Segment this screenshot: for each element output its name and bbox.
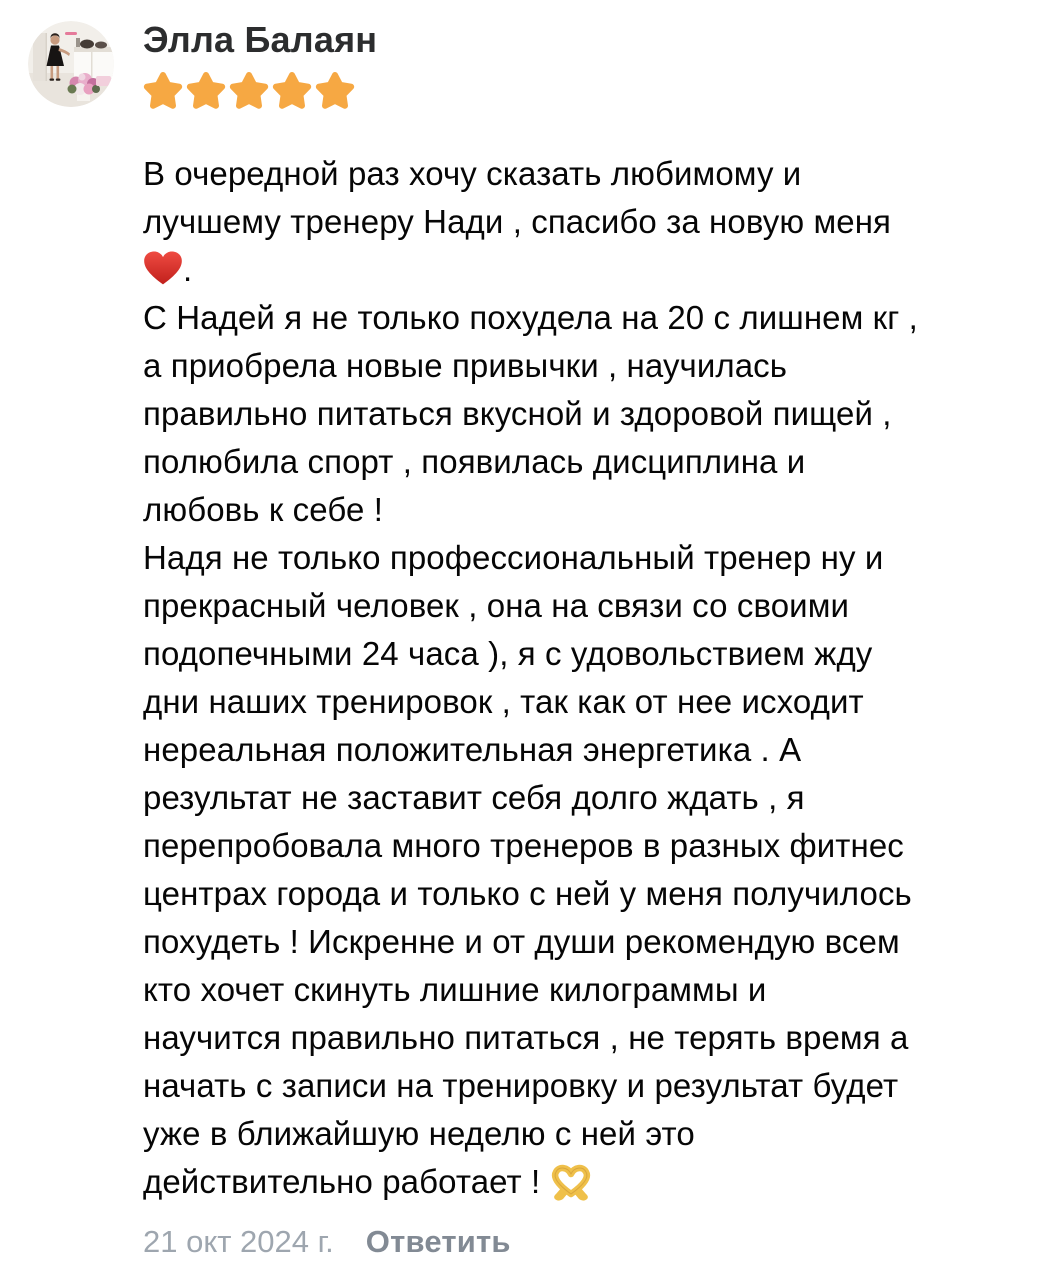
review-text-line: любовь к себе ! [143,491,383,528]
review-footer [143,1222,1021,1262]
review-text-line: В очередной раз хочу сказать любимому и [143,155,802,192]
red-heart-icon [143,250,183,287]
review-date: 21 окт 2024 г. [143,1224,334,1259]
star-icon [229,71,269,113]
review-text-line: кто хочет скинуть лишние килограммы и [143,971,767,1008]
review-text-line: прекрасный человек , она на связи со своими [143,587,850,624]
star-icon [143,71,183,113]
review-text-line [143,246,1021,294]
review-content [143,0,1021,1262]
review-text-line: уже в ближайшую неделю с ней это [143,1115,695,1152]
author-name[interactable]: Элла Балаян [143,19,378,60]
review-text-line: лучшему тренеру Нади , спасибо за новую меня [143,203,891,240]
review-text-line [143,1158,1021,1206]
avatar[interactable] [28,21,114,107]
review-text-line: дни наших тренировок , так как от нее исходит [143,683,864,720]
avatar-photo [28,21,114,107]
review-text-fragment: . [183,251,193,288]
review-text-line: похудеть ! Искренне и от души рекомендую всем [143,923,900,960]
star-icon [272,71,312,113]
review-text-line: центрах города и только с ней у меня получилось [143,875,912,912]
review-text-line: С Надей я не только похудела на 20 с лишнем кг , [143,299,918,336]
review-text-line: Надя не только профессиональный тренер ну и [143,539,884,576]
review-text-line: нереальная положительная энергетика . А [143,731,802,768]
star-rating [143,71,1021,113]
review-text-line: перепробовала много тренеров в разных фитнес [143,827,904,864]
star-icon [186,71,226,113]
review-text-line: подопечными 24 часа ), я с удовольствием жду [143,635,873,672]
review-text-line: результат не заставит себя долго ждать , я [143,779,805,816]
review-text [143,150,1021,1206]
star-icon [315,71,355,113]
review-text-line: правильно питаться вкусной и здоровой пищей , [143,395,892,432]
review-text-line: начать с записи на тренировку и результат будет [143,1067,899,1104]
reply-button[interactable]: Ответить [365,1224,511,1259]
heart-hands-icon [550,1163,592,1201]
review-text-line: научится правильно питаться , не терять время а [143,1019,909,1056]
review-text-line: а приобрела новые привычки , научилась [143,347,788,384]
review-text-line: полюбила спорт , появилась дисциплина и [143,443,806,480]
review-text-fragment: действительно работает ! [143,1163,541,1200]
